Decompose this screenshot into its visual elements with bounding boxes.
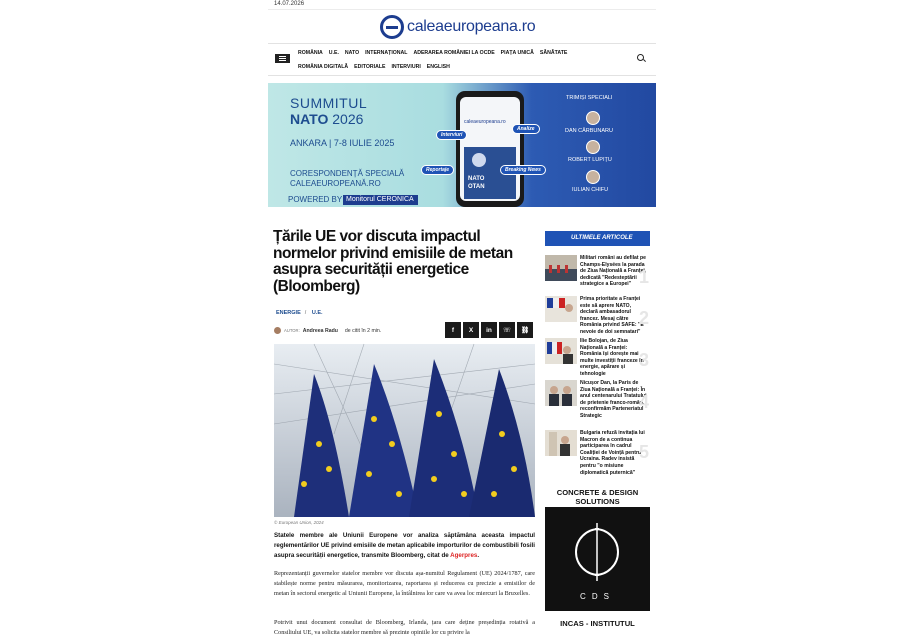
search-icon[interactable] [637, 54, 644, 61]
powered-brand-logo: Monitorul CERONICA [343, 195, 418, 205]
latest-article-title: Militari români au defilat pe Champs-Elysées la parada de Ziua Națională a Franței, dedicată "Redesteptării strategice a Europei" [580, 255, 647, 288]
person-name: IULIAN CHIFU [572, 187, 609, 193]
author-avatar [274, 327, 281, 334]
latest-article-item[interactable] [545, 338, 655, 376]
pill-interviuri: Interviuri [436, 130, 467, 140]
current-date: 14.07.2026 [274, 1, 305, 7]
article-categories: ENERGIE / U.E. [276, 310, 323, 316]
nav-item-1[interactable]: U.E. [328, 50, 339, 56]
cds-advertisement[interactable] [545, 507, 650, 611]
latest-articles-heading: ULTIMELE ARTICOLE [545, 231, 650, 246]
cds-label: CDS [580, 592, 615, 601]
latest-article-title: Ilie Bolojan, de Ziua Națională a Franței: România își dorește mai multe investiții franceze în energie, apărare și tehnologie [580, 338, 644, 377]
article-number: 3 [639, 350, 650, 370]
pill-analize: Analize [512, 124, 540, 134]
banner-powered: POWERED BY [288, 195, 343, 204]
site-logo[interactable] [380, 12, 550, 42]
latest-article-item[interactable] [545, 380, 655, 418]
latest-article-item[interactable] [545, 430, 655, 476]
article-number: 5 [639, 442, 650, 462]
pill-breaking-news: Breaking News [500, 165, 546, 175]
nav-item-2[interactable]: NATO [344, 50, 360, 56]
nav-item-4[interactable]: ADERAREA ROMÂNIEI LA OCDE [413, 50, 495, 56]
article-number: 2 [639, 308, 650, 328]
avatar [586, 170, 600, 184]
nav-item-0[interactable]: ROMÂNIA [298, 50, 323, 56]
hamburger-menu-icon[interactable] [275, 54, 290, 63]
phone-site-name: caleaeuropeana.ro [464, 119, 506, 125]
category-link[interactable]: ENERGIE [276, 310, 301, 316]
article-paragraph: Potrivit unui document consultat de Bloomberg, Irlanda, țara care deține președinția rotativă a Consiliului UE, va solicita statelor membre să prezinte opiniile lor cu privire la [274, 619, 535, 636]
article-number: 4 [639, 392, 650, 412]
nav-item-3[interactable]: INTERNAȚIONAL [365, 50, 408, 56]
latest-article-item[interactable] [545, 255, 655, 293]
cds-logo-icon [569, 523, 625, 583]
main-navigation [268, 44, 656, 76]
nav-item-10[interactable]: ENGLISH [426, 64, 450, 70]
agerpres-link[interactable]: Agerpres [450, 552, 478, 559]
latest-article-title: Nicușor Dan, la Paris de Ziua Națională a Franței: În anul centenarului Tratatului de prietenie franco-român, reconfirmăm Parteneriatul Strategic [580, 380, 647, 419]
x-share-icon[interactable]: X [463, 322, 479, 338]
article-thumbnail [545, 338, 577, 364]
nav-item-6[interactable]: SĂNĂTATE [539, 50, 568, 56]
banner-line1: SUMMITUL [290, 95, 368, 111]
ad-title: CONCRETE & DESIGN SOLUTIONS [556, 488, 639, 506]
linkedin-share-icon[interactable]: in [481, 322, 497, 338]
author-name[interactable]: Andreea Radu [302, 327, 338, 334]
whatsapp-share-icon[interactable]: ☏ [499, 322, 515, 338]
latest-article-title: Prima prioritate a Franței este să aprere NATO, declară ambasadorul francez. Mesaj către România privind SAFE: "E nevoie de doi semnatari" [580, 296, 644, 335]
article-thumbnail [545, 255, 577, 281]
person-name: ROBERT LUPIȚU [568, 157, 612, 163]
article-lead: Statele membre ale Uniunii Europene vor analiza săptămâna aceasta impactul reglementărilor UE privind emisiile de metan aplicabile importurilor de combustibili fosili asupra securității energetice, transmite Bloomberg, citat de Agerpres. [274, 532, 535, 559]
site-name: caleaeuropeana.ro [407, 18, 536, 35]
nav-item-7[interactable]: ROMÂNIA DIGITALĂ [298, 64, 349, 70]
nav-item-5[interactable]: PIAȚA UNICĂ [500, 50, 534, 56]
article-title: Țările UE vor discuta impactul normelor privind emisiile de metan asupra securității energetice (Bloomberg) [273, 228, 513, 295]
phone-mockup [456, 91, 524, 207]
read-time: de citit în 2 min. [344, 327, 382, 334]
phone-otan-text: NATO OTAN [468, 176, 485, 190]
person-name: DAN CĂRBUNARU [565, 128, 613, 134]
top-bar [268, 0, 656, 10]
banner-line4: CORESPONDENȚĂ SPECIALĂ CALEAEUROPEANĂ.RO [290, 169, 405, 188]
share-buttons [445, 322, 535, 338]
category-link[interactable]: U.E. [311, 310, 323, 316]
article-thumbnail [545, 380, 577, 406]
nato-star-icon [472, 153, 486, 167]
article-paragraph: Reprezentanții guvernelor statelor membre vor discuta așa-numitul Regulament (UE) 2024/1787, care stabilește norme pentru măsurarea, monitorizarea, raportarea și reducerea cu precizie a emisiilor de metan în sectorul energetic al Uniunii Europene, la întâlnirea lor care va avea loc miercuri la Bruxelles. [274, 570, 535, 597]
pill-reportaje: Reportaje [421, 165, 454, 175]
nav-item-8[interactable]: EDITORIALE [354, 64, 386, 70]
facebook-share-icon[interactable]: f [445, 322, 461, 338]
copy-link-icon[interactable]: ⛓ [517, 322, 533, 338]
article-number: 1 [639, 267, 650, 287]
banner-line2: NATO 2026 [290, 111, 364, 127]
nato-summit-banner[interactable] [268, 83, 656, 207]
logo-e-icon [380, 15, 404, 39]
article-thumbnail [545, 430, 577, 456]
latest-article-item[interactable] [545, 296, 655, 334]
article-photo-eu-flags [274, 344, 535, 517]
nav-items [298, 46, 628, 74]
article-thumbnail [545, 296, 577, 322]
latest-article-title: Bulgaria refuză invitația lui Macron de a continua participarea în cadrul Coaliției de Voință pentru Ucraina. Radev insistă pentru "o misiune diplomatică puternică" [580, 430, 645, 476]
author-label: AUTOR: [284, 328, 300, 333]
trimisi-heading: TRIMIȘI SPECIALI [566, 95, 613, 101]
banner-line3: ANKARA | 7-8 IULIE 2025 [290, 138, 395, 148]
author-line [274, 327, 381, 334]
ad2-title: INCAS - INSTITUTUL [560, 619, 635, 628]
avatar [586, 111, 600, 125]
avatar [586, 140, 600, 154]
photo-caption: © European Union, 2024 [274, 520, 324, 525]
nav-item-9[interactable]: INTERVIURI [391, 64, 421, 70]
